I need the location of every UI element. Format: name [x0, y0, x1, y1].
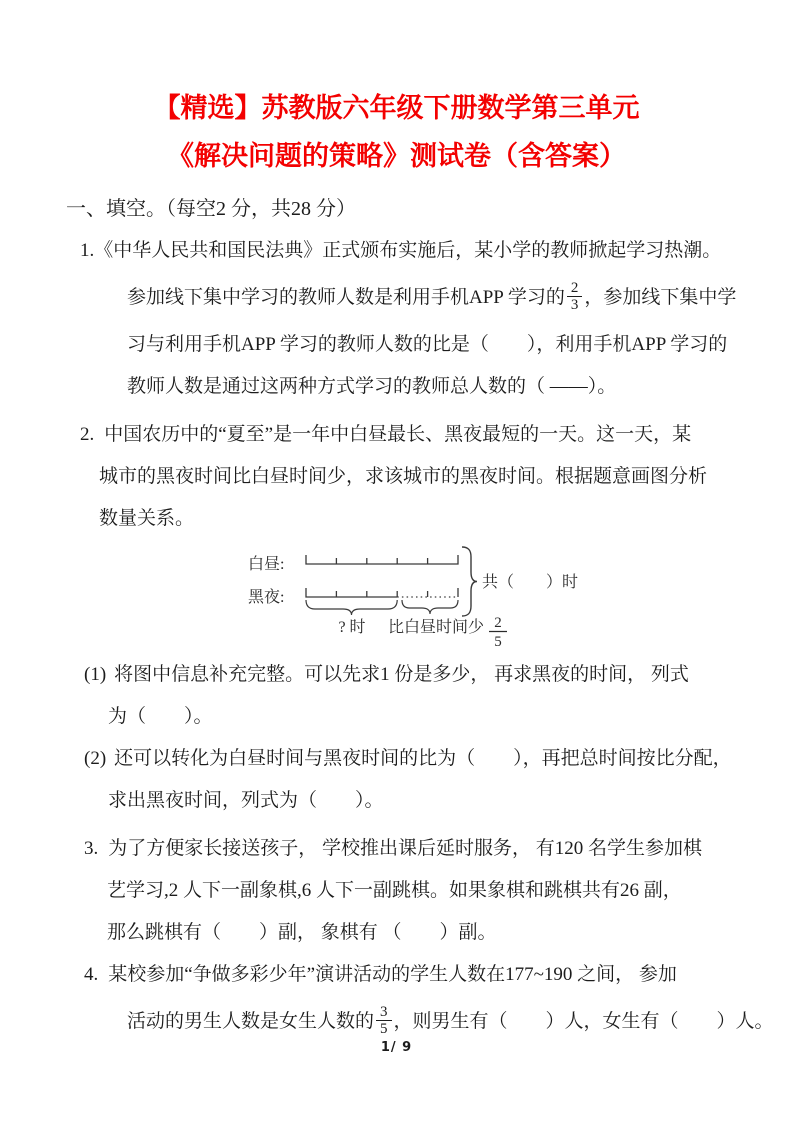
question-3-text-1: 为了方便家长接送孩子， 学校推出课后延时服务， 有120 名学生参加棋: [108, 838, 703, 859]
question-1-line-1: [0, 230, 793, 272]
question-4-number: 4.: [84, 964, 99, 985]
question-4-text-1: 某校参加“争做多彩少年”演讲活动的学生人数在177~190 之间， 参加: [108, 964, 677, 985]
question-1-text-2b: ，参加线下集中学: [584, 287, 737, 308]
question-1-number: 1.: [80, 240, 95, 261]
question-2-line-2: 城市的黑夜时间比白昼时间少，求该城市的黑夜时间。根据题意画图分析: [99, 466, 708, 487]
question-4-line-1: [0, 954, 793, 996]
question-1-line-3: 习与利用手机APP 学习的教师人数的比是（ ），利用手机APP 学习的: [127, 334, 728, 355]
question-2-number: 2.: [80, 424, 95, 445]
question-3-number: 3.: [84, 838, 99, 859]
question-2-text-1: 中国农历中的“夏至”是一年中白昼最长、黑夜最短的一天。这一天，某: [104, 424, 692, 445]
question-3-line-3: 那么跳棋有（ ）副， 象棋有 （ ）副。: [107, 922, 497, 943]
page-number: 1/ 9: [380, 1040, 413, 1055]
total-brace: [462, 547, 477, 616]
question-1-line-4: 教师人数是通过这两种方式学习的教师总人数的（ ——）。: [127, 376, 617, 397]
question-2-sub-2: [0, 738, 793, 822]
svg-text:2: 2: [494, 615, 502, 631]
section-one-heading: 一、填空。（每空2 分，共28 分）: [66, 198, 356, 220]
bar-diagram-svg: [246, 542, 591, 652]
document-title: [0, 0, 793, 180]
question-2: [0, 414, 793, 822]
question-3-line-2: 艺学习,2 人下一副象棋,6 人下一副跳棋。如果象棋和跳棋共有26 副，: [107, 880, 682, 901]
question-4-text-2b: ，则男生有（ ）人，女生有（ ）人。: [393, 1011, 774, 1032]
question-2-sub-1-line-2: 为（ ）。: [108, 706, 213, 727]
question-2-sub-1-text-1: 将图中信息补充完整。可以先求1 份是多少， 再求黑夜的时间， 列式: [114, 664, 689, 685]
question-mark-hours-label: ? 时: [338, 619, 366, 636]
night-bar-solid: [306, 588, 397, 597]
question-1: [0, 230, 793, 408]
title-line-1: 【精选】苏教版六年级下册数学第三单元: [153, 93, 640, 123]
night-missing-underbrace: [402, 600, 458, 614]
question-4-text-2: 活动的男生人数是女生人数的: [127, 1011, 375, 1032]
question-1-text-2: 参加线下集中学习的教师人数是利用手机APP 学习的: [127, 287, 565, 308]
question-2-line-1: [0, 414, 793, 456]
question-2-sub-2-line-1: [0, 738, 793, 780]
question-3-line-1: [0, 828, 793, 870]
question-2-sub-1: [0, 654, 793, 738]
night-known-underbrace: [306, 600, 397, 615]
question-1-text-1: 《中华人民共和国民法典》正式颁布实施后，某小学的教师掀起学习热潮。: [94, 240, 722, 261]
fraction-three-fifths: $\frac{3}{5}$: [376, 1004, 392, 1037]
fraction-two-fifths: [489, 615, 507, 650]
question-4: [0, 954, 793, 1048]
title-line-2: 《解决问题的策略》测试卷（含答案）: [167, 141, 626, 171]
question-2-sub-2-line-2: 求出黑夜时间，列式为（ ）。: [108, 790, 384, 811]
less-than-day-label: 比白昼时间少: [388, 619, 485, 636]
night-bar-dotted: [397, 588, 458, 597]
total-label: 共（ ）时: [482, 574, 579, 591]
question-3: [0, 828, 793, 954]
bar-diagram: [246, 542, 793, 652]
question-2-sub-1-line-1: [0, 654, 793, 696]
question-2-sub-2-number: (2): [84, 748, 107, 769]
day-bar: [306, 555, 458, 564]
question-2-sub-1-number: (1): [84, 664, 107, 685]
question-2-sub-2-text-1: 还可以转化为白昼时间与黑夜时间的比为（ ），再把总时间按比分配，: [114, 748, 732, 769]
fraction-two-thirds: $\frac{2}{3}$: [567, 280, 583, 313]
night-bar-label: 黑夜:: [248, 589, 285, 606]
question-1-line-2: [0, 272, 793, 324]
day-bar-label: 白昼:: [248, 556, 285, 573]
question-2-line-3: 数量关系。: [99, 508, 195, 529]
svg-text:5: 5: [494, 634, 502, 650]
